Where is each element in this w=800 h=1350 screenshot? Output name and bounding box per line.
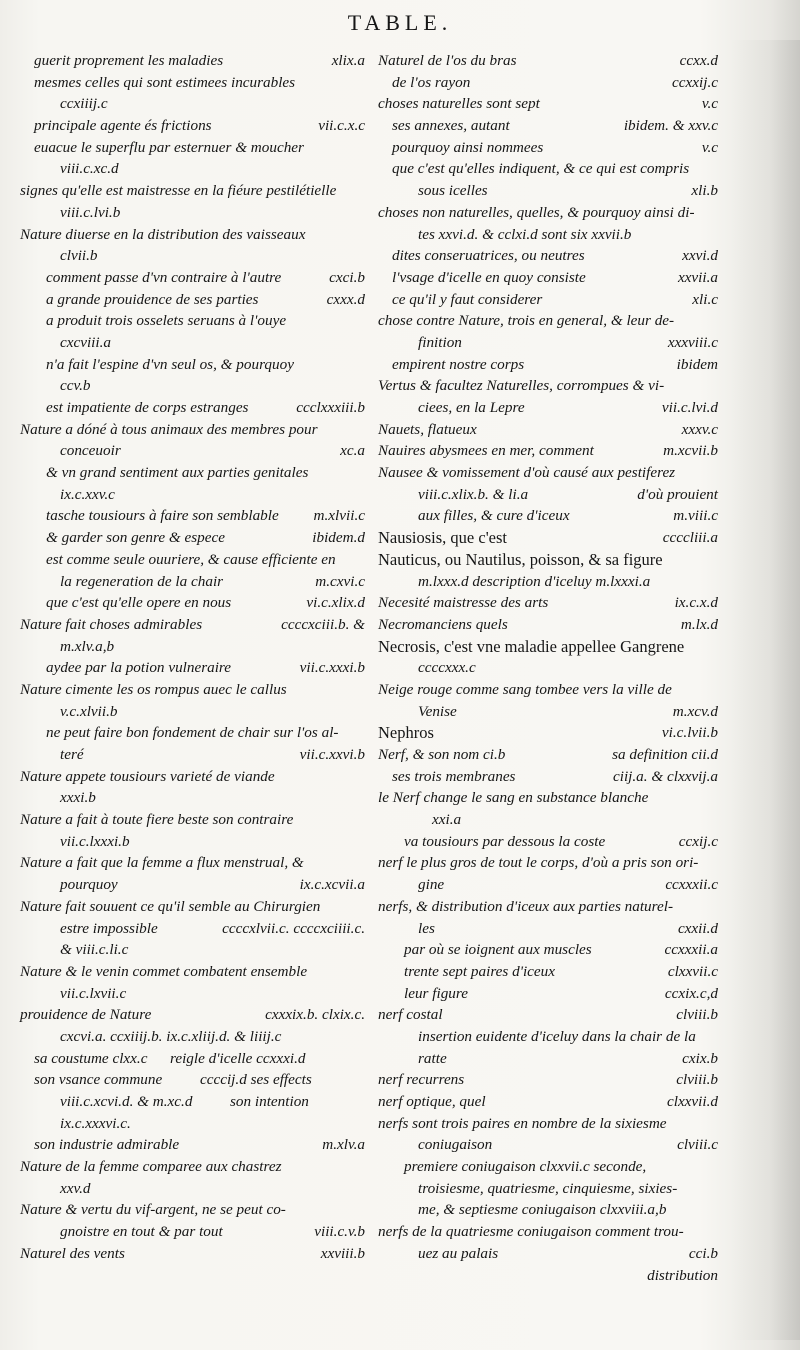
index-entry	[20, 852, 365, 874]
entry-text: viii.c.xcvi.d. & m.xc.d	[60, 1093, 193, 1110]
index-entry	[378, 549, 718, 571]
entry-reference: m.xcvii.b	[663, 442, 718, 460]
index-entry	[378, 505, 718, 527]
index-entry	[20, 722, 365, 744]
index-entry	[378, 787, 718, 809]
entry-reference: cci.b	[688, 1244, 718, 1262]
entry-reference: clviii.b	[676, 1006, 718, 1024]
index-entry	[20, 419, 365, 441]
entry-text: Nature appete tousiours varieté de viande	[20, 767, 275, 785]
entry-reference: ccxxxii.c	[665, 876, 718, 894]
entry-text: aux filles, & cure d'iceux	[418, 507, 570, 525]
entry-text: Nature diuerse en la distribution des vaisseaux	[20, 225, 306, 243]
index-entry	[378, 766, 718, 788]
index-entry	[378, 1178, 718, 1200]
index-entry	[378, 874, 718, 896]
entry-reference: ibidem.d	[312, 529, 365, 547]
entry-text: nerf le plus gros de tout le corps, d'où a pris son ori-	[378, 854, 699, 872]
index-entry	[20, 1004, 365, 1026]
entry-text: ccccxxx.c	[418, 659, 476, 677]
entry-text: troisiesme, quatriesme, cinquiesme, sixies-	[418, 1179, 678, 1197]
entry-reference: ccclxxxiii.b	[296, 399, 365, 416]
entry-reference: ciij.a. & clxxvij.a	[612, 767, 718, 785]
index-entry	[20, 224, 365, 246]
entry-reference: m.lx.d	[680, 615, 718, 633]
entry-text: ne peut faire bon fondement de chair sur l'os al-	[46, 724, 339, 742]
index-entry	[20, 202, 365, 224]
entry-text: tes xxvi.d. & cclxi.d sont six xxvii.b	[418, 225, 632, 243]
entry-text: a produit trois osselets seruans à l'ouye	[46, 312, 287, 330]
entry-text: ix.c.xxxvi.c.	[60, 1114, 131, 1132]
entry-text: dites conseruatrices, ou neutres	[392, 247, 585, 265]
entry-reference: xli.c	[692, 290, 718, 308]
index-entry	[20, 592, 365, 614]
index-entry	[20, 440, 365, 462]
entry-reference: cxxx.d	[326, 290, 365, 308]
index-entry	[20, 1156, 365, 1178]
entry-text: premiere coniugaison clxxvii.c seconde,	[404, 1158, 647, 1176]
entry-reference: son intention	[230, 1093, 309, 1110]
entry-text: trente sept paires d'iceux	[404, 962, 555, 980]
entry-reference: m.xlvii.c	[313, 507, 365, 525]
index-entry	[20, 1134, 365, 1156]
entry-text: mesmes celles qui sont estimees incurables	[34, 73, 296, 91]
entry-text: pourquoy	[60, 876, 118, 894]
entry-text: tasche tousiours à faire son semblable	[46, 507, 279, 525]
index-entry	[378, 289, 718, 311]
index-entry	[378, 50, 718, 72]
entry-text: sa coustume clxx.c	[34, 1049, 148, 1067]
entry-text: que c'est qu'elles indiquent, & ce qui est compris	[392, 160, 690, 178]
entry-reference: xlix.a	[331, 52, 365, 69]
entry-text: choses non naturelles, quelles, & pourquoy ainsi di-	[378, 203, 695, 221]
entry-reference: vii.c.xxxi.b	[299, 659, 365, 677]
entry-reference: v.c	[701, 95, 718, 113]
index-entry	[20, 549, 365, 571]
entry-text: nerf costal	[378, 1006, 443, 1024]
index-entry	[20, 1243, 365, 1265]
entry-text: signes qu'elle est maistresse en la fiéure pestilétielle	[20, 182, 337, 200]
entry-text: clvii.b	[60, 247, 98, 265]
entry-text: Naturel de l'os du bras	[378, 52, 517, 69]
index-entry	[20, 245, 365, 267]
index-entry	[20, 1069, 365, 1091]
entry-text: Nausiosis, que c'est	[378, 528, 507, 548]
entry-text: Nauires abysmees en mer, comment	[378, 442, 594, 460]
entry-reference: xli.b	[691, 182, 718, 200]
index-entry	[20, 267, 365, 289]
index-entry	[378, 852, 718, 874]
entry-text: ratte	[418, 1049, 447, 1067]
entry-reference: vii.c.x.c	[318, 117, 365, 135]
index-entry	[378, 72, 718, 94]
entry-text: cxcvi.a. ccxiiij.b. ix.c.xliij.d. & liiij.c	[60, 1027, 282, 1045]
entry-text: finition	[418, 333, 462, 351]
entry-text: ses annexes, autant	[392, 117, 510, 135]
index-entry	[378, 484, 718, 506]
index-entry	[378, 896, 718, 918]
index-entry	[378, 397, 718, 419]
entry-text: les	[418, 919, 435, 937]
index-entry	[378, 983, 718, 1005]
entry-text: me, & septiesme coniugaison clxxviii.a,b	[418, 1201, 667, 1219]
entry-text: viii.c.lvi.b	[60, 203, 121, 221]
entry-reference: clviii.b	[676, 1071, 718, 1089]
entry-text: Nature de la femme comparee aux chastrez	[20, 1158, 282, 1176]
entry-text: viii.c.xc.d	[60, 160, 119, 178]
index-entry	[20, 93, 365, 115]
entry-reference: ccccxlvii.c. ccccxciiii.c.	[222, 919, 365, 937]
entry-text: Nature & vertu du vif-argent, ne se peut co-	[20, 1201, 286, 1219]
index-entry	[20, 332, 365, 354]
index-entry	[378, 202, 718, 224]
index-entry	[20, 896, 365, 918]
entry-text: ccv.b	[60, 377, 91, 395]
index-entry	[378, 1069, 718, 1091]
index-entry	[20, 874, 365, 896]
entry-text: gine	[418, 876, 445, 894]
entry-text: uez au palais	[418, 1244, 499, 1262]
entry-text: sous icelles	[418, 182, 488, 200]
index-entry	[378, 1026, 718, 1048]
entry-reference: m.viii.c	[673, 507, 718, 525]
entry-text: son vsance commune	[34, 1071, 163, 1089]
index-entry	[20, 787, 365, 809]
page-title: TABLE.	[347, 10, 453, 35]
index-entry	[20, 484, 365, 506]
entry-text: teré	[60, 746, 84, 763]
index-entry	[378, 1156, 718, 1178]
index-entry	[20, 354, 365, 376]
entry-text: nerf optique, quel	[378, 1093, 486, 1110]
index-entry	[378, 310, 718, 332]
index-entry	[20, 701, 365, 723]
entry-text: chose contre Nature, trois en general, & leur de-	[378, 312, 675, 330]
entry-reference: ibidem. & xxv.c	[623, 117, 718, 135]
entry-text: xxi.a	[432, 811, 462, 829]
index-entry	[20, 1091, 365, 1113]
entry-text: prouidence de Nature	[20, 1006, 152, 1024]
entry-text: principale agente és frictions	[34, 117, 212, 135]
entry-text: conceuoir	[60, 442, 121, 460]
index-entry	[20, 1221, 365, 1243]
index-entry	[20, 115, 365, 137]
entry-reference: ccccxciii.b. &	[281, 615, 365, 633]
entry-text: la regeneration de la chair	[60, 572, 224, 590]
index-entry	[20, 636, 365, 658]
entry-text: est comme seule ouuriere, & cause efficiente en	[46, 550, 336, 568]
index-entry	[20, 657, 365, 679]
entry-text: est impatiente de corps estranges	[46, 399, 249, 416]
entry-text: nerf recurrens	[378, 1071, 465, 1089]
entry-text: ix.c.xxv.c	[60, 485, 115, 503]
index-entry	[378, 809, 718, 831]
index-entry	[378, 419, 718, 441]
index-entry	[378, 245, 718, 267]
entry-text: Vertus & facultez Naturelles, corrompues & vi-	[378, 377, 665, 395]
entry-reference: ccccij.d ses effects	[200, 1071, 312, 1089]
entry-text: par où se ioignent aux muscles	[404, 941, 592, 959]
entry-text: nerfs sont trois paires en nombre de la sixiesme	[378, 1114, 667, 1132]
entry-reference: viii.c.v.b	[314, 1223, 365, 1241]
entry-text: Nephros	[378, 723, 434, 743]
index-entry	[378, 961, 718, 983]
entry-text: xxxi.b	[60, 789, 96, 807]
entry-text: nerfs de la quatriesme coniugaison comment trou-	[378, 1223, 684, 1241]
entry-text: euacue le superflu par esternuer & moucher	[34, 138, 304, 156]
entry-reference: ccccliii.a	[662, 529, 718, 547]
entry-text: Necromanciens quels	[378, 615, 508, 633]
index-entry	[20, 158, 365, 180]
entry-text: Nature fait choses admirables	[20, 615, 203, 633]
entry-reference: ix.c.x.d	[674, 594, 718, 612]
index-entry	[378, 636, 718, 658]
index-entry	[378, 1004, 718, 1026]
entry-text: Venise	[418, 702, 457, 720]
entry-text: v.c.xlvii.b	[60, 702, 118, 720]
index-entry	[378, 701, 718, 723]
right-column	[378, 50, 718, 1286]
left-column	[20, 50, 365, 1265]
entry-reference: xxviii.b	[320, 1244, 365, 1262]
index-entry	[378, 1221, 718, 1243]
index-entry	[20, 1026, 365, 1048]
entry-text: xxv.d	[60, 1179, 91, 1197]
entry-text: m.xlv.a,b	[60, 637, 115, 655]
entry-reference: clviii.c	[677, 1136, 718, 1154]
entry-text: & viii.c.li.c	[60, 941, 129, 959]
entry-reference: xxvii.a	[677, 268, 718, 286]
entry-text: ciees, en la Lepre	[418, 399, 525, 416]
index-entry	[378, 93, 718, 115]
index-entry	[20, 137, 365, 159]
index-entry	[20, 505, 365, 527]
entry-reference: m.xcv.d	[672, 702, 718, 720]
index-entry	[378, 1265, 718, 1287]
entry-text: Nature fait souuent ce qu'il semble au Chirurgien	[20, 897, 321, 915]
entry-reference: reigle d'icelle ccxxxi.d	[170, 1049, 306, 1067]
entry-reference: ibidem	[676, 355, 718, 373]
entry-reference: vi.c.lvii.b	[661, 724, 718, 742]
entry-text: choses naturelles sont sept	[378, 95, 540, 113]
index-entry	[378, 614, 718, 636]
entry-text: Neige rouge comme sang tombee vers la ville de	[378, 680, 672, 698]
entry-reference: clxxvii.d	[666, 1093, 718, 1110]
entry-text: a grande prouidence de ses parties	[46, 290, 259, 308]
entry-text: va tousiours par dessous la coste	[404, 832, 606, 850]
index-entry	[378, 137, 718, 159]
index-entry	[20, 310, 365, 332]
entry-text: nerfs, & distribution d'iceux aux parties naturel-	[378, 897, 674, 915]
index-entry	[378, 224, 718, 246]
entry-text: Necrosis, c'est vne maladie appellee Gangrene	[378, 636, 685, 656]
entry-reference: xxxviii.c	[667, 333, 718, 351]
entry-reference: distribution	[647, 1266, 718, 1284]
entry-reference: m.cxvi.c	[315, 572, 365, 590]
entry-text: leur figure	[404, 984, 468, 1002]
index-entry	[20, 1048, 365, 1070]
index-entry	[378, 571, 718, 593]
index-entry	[20, 1178, 365, 1200]
index-entry	[20, 744, 365, 766]
index-entry	[378, 267, 718, 289]
index-entry	[378, 375, 718, 397]
entry-text: Nature a dóné à tous animaux des membres pour	[20, 420, 318, 438]
entry-text: le Nerf change le sang en substance blanche	[378, 789, 649, 807]
index-entry	[20, 918, 365, 940]
index-entry	[378, 115, 718, 137]
index-entry	[20, 527, 365, 549]
index-entry	[378, 657, 718, 679]
entry-text: comment passe d'vn contraire à l'autre	[46, 268, 282, 286]
entry-text: & vn grand sentiment aux parties genitales	[46, 464, 309, 482]
entry-text: Nature cimente les os rompus auec le callus	[20, 680, 287, 698]
entry-text: & garder son genre & espece	[46, 529, 225, 547]
index-entry	[378, 679, 718, 701]
entry-text: coniugaison	[418, 1136, 493, 1154]
entry-text: Nature a fait que la femme a flux menstrual, &	[20, 854, 304, 872]
entry-text: m.lxxx.d description d'iceluy m.lxxxi.a	[418, 572, 651, 590]
entry-reference: clxxvii.c	[667, 962, 718, 980]
entry-text: vii.c.lxxxi.b	[60, 832, 130, 850]
entry-text: ccxiiij.c	[60, 95, 108, 113]
entry-reference: ccxxij.c	[672, 73, 718, 91]
page-gutter-shadow	[730, 40, 800, 1340]
entry-reference: vii.c.xxvi.b	[299, 746, 365, 763]
index-entry	[378, 1199, 718, 1221]
index-entry	[378, 592, 718, 614]
entry-text: Nauets, flatueux	[378, 420, 477, 438]
index-entry	[378, 1048, 718, 1070]
index-entry	[378, 332, 718, 354]
index-entry	[20, 397, 365, 419]
entry-reference: xc.a	[340, 442, 365, 460]
index-entry	[20, 462, 365, 484]
entry-text: gnoistre en tout & par tout	[60, 1223, 223, 1241]
entry-text: Naturel des vents	[20, 1244, 125, 1262]
index-entry	[378, 744, 718, 766]
index-entry	[20, 679, 365, 701]
index-entry	[20, 766, 365, 788]
entry-reference: cxxxix.b. clxix.c.	[265, 1006, 365, 1024]
entry-text: viii.c.xlix.b. & li.a	[418, 485, 529, 503]
index-entry	[20, 375, 365, 397]
entry-reference: xxvi.d	[682, 247, 718, 265]
entry-reference: m.xlv.a	[322, 1136, 365, 1154]
entry-text: son industrie admirable	[34, 1136, 180, 1154]
entry-text: empirent nostre corps	[392, 355, 525, 373]
index-entry	[20, 983, 365, 1005]
entry-reference: ccxx.d	[679, 52, 718, 69]
index-entry	[378, 1091, 718, 1113]
entry-text: cxcviii.a	[60, 333, 112, 351]
index-entry	[378, 1243, 718, 1265]
index-entry	[378, 158, 718, 180]
index-entry	[20, 50, 365, 72]
entry-reference: cxci.b	[329, 268, 365, 286]
entry-reference: d'où prouient	[637, 485, 718, 503]
index-entry	[378, 462, 718, 484]
index-entry	[378, 180, 718, 202]
index-entry	[20, 809, 365, 831]
entry-text: estre impossible	[60, 919, 158, 937]
entry-reference: cxix.b	[682, 1049, 718, 1067]
entry-text: Nature & le venin commet combatent ensemble	[20, 962, 308, 980]
index-entry	[378, 1113, 718, 1135]
index-entry	[20, 831, 365, 853]
entry-text: aydee par la potion vulneraire	[46, 659, 232, 677]
entry-text: Nauticus, ou Nautilus, poisson, & sa figure	[378, 549, 663, 569]
entry-text: ses trois membranes	[392, 767, 516, 785]
index-entry	[378, 831, 718, 853]
index-entry	[378, 527, 718, 549]
entry-reference: cxxii.d	[677, 919, 718, 937]
entry-text: Nerf, & son nom ci.b	[378, 746, 506, 763]
entry-text: Nature a fait à toute fiere beste son contraire	[20, 811, 294, 829]
entry-reference: ccxij.c	[678, 832, 718, 850]
index-entry	[20, 961, 365, 983]
entry-text: n'a fait l'espine d'vn seul os, & pourquoy	[46, 355, 294, 373]
entry-reference: xxxv.c	[681, 420, 718, 438]
entry-reference: vi.c.xlix.d	[306, 594, 365, 612]
entry-text: insertion euidente d'iceluy dans la chair de la	[418, 1027, 696, 1045]
index-entry	[20, 939, 365, 961]
index-entry	[20, 614, 365, 636]
index-entry	[378, 1134, 718, 1156]
index-entry	[378, 939, 718, 961]
entry-text: Nausee & vomissement d'où causé aux pestiferez	[378, 464, 676, 482]
index-entry	[20, 180, 365, 202]
index-entry	[20, 72, 365, 94]
index-entry	[20, 1113, 365, 1135]
entry-reference: vii.c.lvi.d	[661, 399, 718, 416]
entry-reference: ccxxxii.a	[664, 941, 718, 959]
entry-text: de l'os rayon	[392, 73, 471, 91]
index-entry	[378, 440, 718, 462]
entry-text: ce qu'il y faut considerer	[392, 290, 543, 308]
entry-text: pourquoy ainsi nommees	[392, 138, 544, 156]
entry-reference: v.c	[701, 138, 718, 156]
index-entry	[20, 289, 365, 311]
entry-text: que c'est qu'elle opere en nous	[46, 594, 232, 612]
entry-reference: ccxix.c,d	[664, 984, 718, 1002]
entry-text: Necesité maistresse des arts	[378, 594, 549, 612]
entry-text: vii.c.lxvii.c	[60, 984, 127, 1002]
entry-text: guerit proprement les maladies	[34, 52, 224, 69]
entry-text: l'vsage d'icelle en quoy consiste	[392, 268, 586, 286]
index-entry	[20, 571, 365, 593]
index-entry	[378, 354, 718, 376]
index-entry	[378, 918, 718, 940]
entry-reference: sa definition cii.d	[612, 746, 718, 763]
entry-reference: ix.c.xcvii.a	[299, 876, 365, 894]
index-entry	[20, 1199, 365, 1221]
index-entry	[378, 722, 718, 744]
